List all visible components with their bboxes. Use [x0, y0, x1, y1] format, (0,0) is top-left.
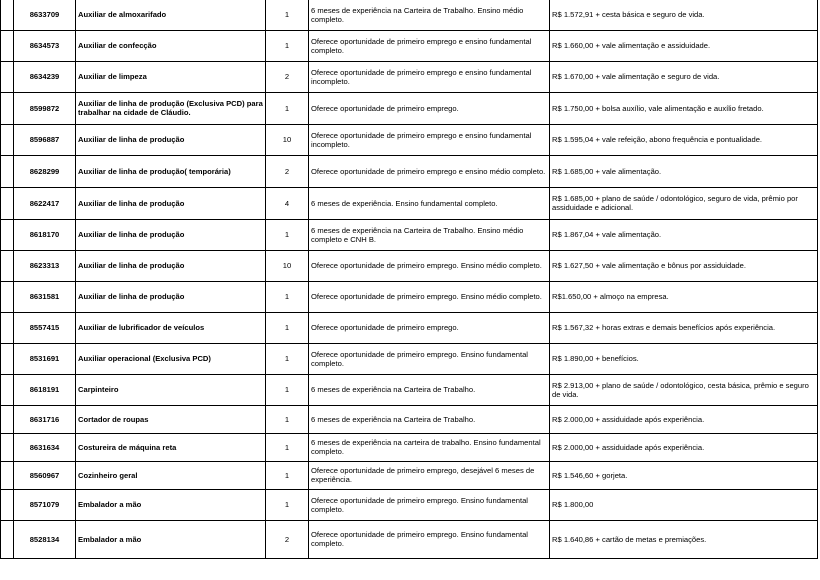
salary-benefits-cell: R$ 1.685,00 + plano de saúde / odontológico, seguro de vida, prêmio por assiduidade e adicional. [550, 187, 818, 219]
salary-benefits-cell: R$ 1.890,00 + benefícios. [550, 343, 818, 374]
requirements-cell: 6 meses de experiência na Carteira de Trabalho. Ensino médio completo e CNH B. [309, 219, 550, 250]
table-row [1, 0, 818, 30]
row-marker-cell [1, 30, 14, 61]
vacancy-code-cell: 8622417 [14, 187, 76, 219]
requirements-cell: Oferece oportunidade de primeiro emprego e ensino fundamental completo. [309, 30, 550, 61]
requirements-cell: Oferece oportunidade de primeiro emprego. Ensino fundamental completo. [309, 489, 550, 520]
requirements-cell: 6 meses de experiência na Carteira de Trabalho. [309, 405, 550, 433]
vacancy-code-cell: 8631581 [14, 281, 76, 312]
openings-count-cell: 1 [266, 374, 309, 405]
job-title-cell: Auxiliar de linha de produção [76, 124, 266, 155]
job-title-cell: Costureira de máquina reta [76, 433, 266, 461]
openings-count-cell: 1 [266, 219, 309, 250]
requirements-cell: 6 meses de experiência na Carteira de Trabalho. Ensino médio completo. [309, 0, 550, 30]
table-row [1, 520, 818, 558]
salary-benefits-cell: R$ 1.595,04 + vale refeição, abono frequência e pontualidade. [550, 124, 818, 155]
vacancy-code-cell: 8531691 [14, 343, 76, 374]
table-row [1, 124, 818, 155]
job-title-cell: Cozinheiro geral [76, 461, 266, 489]
job-title-cell: Auxiliar de limpeza [76, 61, 266, 92]
vacancy-code-cell: 8599872 [14, 92, 76, 124]
vacancy-code-cell: 8618191 [14, 374, 76, 405]
table-row [1, 187, 818, 219]
requirements-cell: Oferece oportunidade de primeiro emprego. Ensino fundamental completo. [309, 343, 550, 374]
row-marker-cell [1, 374, 14, 405]
requirements-cell: 6 meses de experiência na Carteira de Trabalho. [309, 374, 550, 405]
table-row [1, 312, 818, 343]
vacancy-code-cell: 8633709 [14, 0, 76, 30]
requirements-cell: Oferece oportunidade de primeiro emprego e ensino fundamental incompleto. [309, 61, 550, 92]
job-title-cell: Auxiliar de confecção [76, 30, 266, 61]
openings-count-cell: 1 [266, 343, 309, 374]
job-title-cell: Auxiliar de linha de produção( temporária) [76, 155, 266, 187]
salary-benefits-cell: R$ 1.685,00 + vale alimentação. [550, 155, 818, 187]
row-marker-cell [1, 312, 14, 343]
openings-count-cell: 1 [266, 433, 309, 461]
openings-count-cell: 1 [266, 92, 309, 124]
row-marker-cell [1, 155, 14, 187]
vacancy-code-cell: 8628299 [14, 155, 76, 187]
vacancy-code-cell: 8528134 [14, 520, 76, 558]
salary-benefits-cell: R$ 2.000,00 + assiduidade após experiência. [550, 405, 818, 433]
vacancy-code-cell: 8634573 [14, 30, 76, 61]
vacancy-code-cell: 8634239 [14, 61, 76, 92]
salary-benefits-cell: R$ 1.546,60 + gorjeta. [550, 461, 818, 489]
openings-count-cell: 2 [266, 155, 309, 187]
salary-benefits-cell: R$ 1.627,50 + vale alimentação e bônus por assiduidade. [550, 250, 818, 281]
table-row [1, 405, 818, 433]
requirements-cell: 6 meses de experiência na carteira de trabalho. Ensino fundamental completo. [309, 433, 550, 461]
table-row [1, 30, 818, 61]
job-title-cell: Embalador a mão [76, 489, 266, 520]
table-row [1, 219, 818, 250]
job-title-cell: Auxiliar de linha de produção [76, 219, 266, 250]
salary-benefits-cell: R$ 2.000,00 + assiduidade após experiência. [550, 433, 818, 461]
table-row [1, 374, 818, 405]
openings-count-cell: 1 [266, 281, 309, 312]
salary-benefits-cell: R$ 1.567,32 + horas extras e demais benefícios após experiência. [550, 312, 818, 343]
vacancy-code-cell: 8557415 [14, 312, 76, 343]
requirements-cell: Oferece oportunidade de primeiro emprego. Ensino fundamental completo. [309, 520, 550, 558]
openings-count-cell: 1 [266, 30, 309, 61]
job-title-cell: Auxiliar de linha de produção [76, 250, 266, 281]
salary-benefits-cell: R$ 1.640,86 + cartão de metas e premiações. [550, 520, 818, 558]
job-title-cell: Auxiliar de linha de produção (Exclusiva PCD) para trabalhar na cidade de Cláudio. [76, 92, 266, 124]
job-title-cell: Auxiliar de almoxarifado [76, 0, 266, 30]
row-marker-cell [1, 281, 14, 312]
row-marker-cell [1, 61, 14, 92]
row-marker-cell [1, 0, 14, 30]
table-row [1, 155, 818, 187]
requirements-cell: Oferece oportunidade de primeiro emprego e ensino fundamental incompleto. [309, 124, 550, 155]
requirements-cell: Oferece oportunidade de primeiro emprego. [309, 312, 550, 343]
vacancy-code-cell: 8618170 [14, 219, 76, 250]
salary-benefits-cell: R$ 1.572,91 + cesta básica e seguro de vida. [550, 0, 818, 30]
table-row [1, 461, 818, 489]
requirements-cell: 6 meses de experiência. Ensino fundamental completo. [309, 187, 550, 219]
table-row [1, 433, 818, 461]
openings-count-cell: 2 [266, 61, 309, 92]
salary-benefits-cell: R$ 1.660,00 + vale alimentação e assiduidade. [550, 30, 818, 61]
openings-count-cell: 1 [266, 405, 309, 433]
row-marker-cell [1, 343, 14, 374]
job-title-cell: Auxiliar de lubrificador de veículos [76, 312, 266, 343]
job-title-cell: Embalador a mão [76, 520, 266, 558]
openings-count-cell: 10 [266, 124, 309, 155]
row-marker-cell [1, 219, 14, 250]
row-marker-cell [1, 461, 14, 489]
row-marker-cell [1, 92, 14, 124]
row-marker-cell [1, 520, 14, 558]
table-row [1, 61, 818, 92]
openings-count-cell: 1 [266, 312, 309, 343]
salary-benefits-cell: R$ 2.913,00 + plano de saúde / odontológico, cesta básica, prêmio e seguro de vida. [550, 374, 818, 405]
openings-count-cell: 1 [266, 461, 309, 489]
vacancy-code-cell: 8596887 [14, 124, 76, 155]
job-title-cell: Carpinteiro [76, 374, 266, 405]
table-body [1, 0, 818, 558]
job-title-cell: Auxiliar de linha de produção [76, 281, 266, 312]
table-row [1, 281, 818, 312]
requirements-cell: Oferece oportunidade de primeiro emprego. Ensino médio completo. [309, 250, 550, 281]
salary-benefits-cell: R$1.650,00 + almoço na empresa. [550, 281, 818, 312]
table-row [1, 343, 818, 374]
table-row [1, 92, 818, 124]
salary-benefits-cell: R$ 1.750,00 + bolsa auxílio, vale alimentação e auxílio fretado. [550, 92, 818, 124]
vacancy-code-cell: 8631634 [14, 433, 76, 461]
table-row [1, 489, 818, 520]
row-marker-cell [1, 405, 14, 433]
job-title-cell: Cortador de roupas [76, 405, 266, 433]
requirements-cell: Oferece oportunidade de primeiro emprego, desejável 6 meses de experiência. [309, 461, 550, 489]
table-row [1, 250, 818, 281]
requirements-cell: Oferece oportunidade de primeiro emprego e ensino médio completo. [309, 155, 550, 187]
row-marker-cell [1, 433, 14, 461]
salary-benefits-cell: R$ 1.867,04 + vale alimentação. [550, 219, 818, 250]
row-marker-cell [1, 489, 14, 520]
vacancy-code-cell: 8560967 [14, 461, 76, 489]
openings-count-cell: 4 [266, 187, 309, 219]
row-marker-cell [1, 124, 14, 155]
job-title-cell: Auxiliar de linha de produção [76, 187, 266, 219]
vacancy-code-cell: 8631716 [14, 405, 76, 433]
row-marker-cell [1, 187, 14, 219]
row-marker-cell [1, 250, 14, 281]
openings-count-cell: 10 [266, 250, 309, 281]
salary-benefits-cell: R$ 1.800,00 [550, 489, 818, 520]
vacancy-code-cell: 8571079 [14, 489, 76, 520]
openings-count-cell: 2 [266, 520, 309, 558]
openings-count-cell: 1 [266, 489, 309, 520]
requirements-cell: Oferece oportunidade de primeiro emprego. [309, 92, 550, 124]
job-title-cell: Auxiliar operacional (Exclusiva PCD) [76, 343, 266, 374]
openings-count-cell: 1 [266, 0, 309, 30]
vacancy-code-cell: 8623313 [14, 250, 76, 281]
requirements-cell: Oferece oportunidade de primeiro emprego. Ensino médio completo. [309, 281, 550, 312]
salary-benefits-cell: R$ 1.670,00 + vale alimentação e seguro de vida. [550, 61, 818, 92]
